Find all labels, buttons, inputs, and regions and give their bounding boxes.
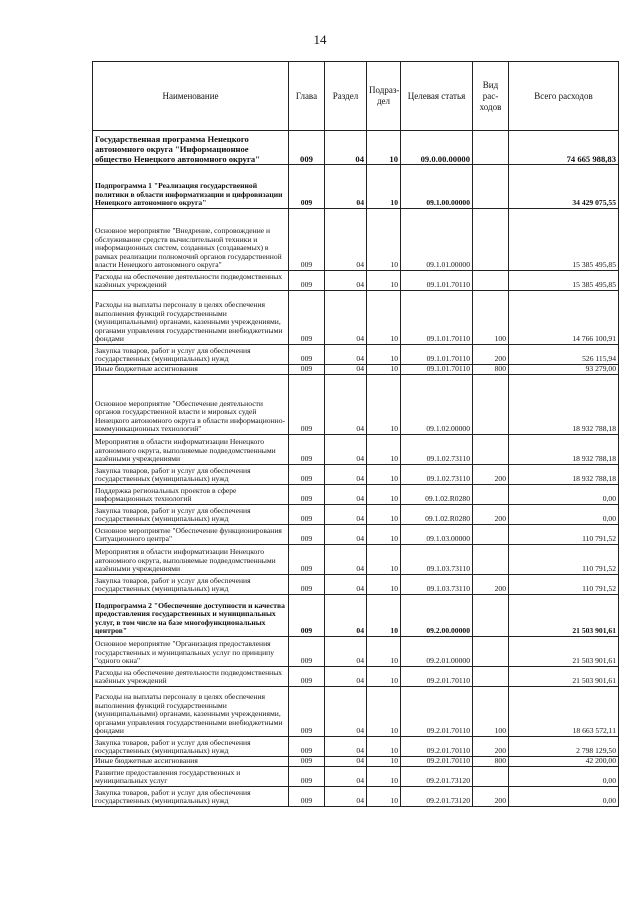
cell-statya: 09.1.03.73110 [401, 545, 473, 575]
table-row [93, 787, 619, 807]
table-row [93, 687, 619, 737]
cell-razdel: 04 [325, 595, 367, 637]
cell-glava: 009 [289, 485, 325, 505]
cell-razdel: 04 [325, 375, 367, 435]
cell-name: Расходы на обеспечение деятельности подведомственных казённых учреждений [93, 667, 289, 687]
cell-glava: 009 [289, 365, 325, 375]
cell-vid [473, 209, 509, 271]
cell-total: 2 798 129,50 [509, 737, 619, 757]
cell-total: 18 932 788,18 [509, 465, 619, 485]
cell-glava: 009 [289, 545, 325, 575]
cell-name: Основное мероприятие "Обеспечение функционирования Ситуационного центра" [93, 525, 289, 545]
cell-vid [473, 545, 509, 575]
cell-podrazdel: 10 [367, 345, 401, 365]
cell-name: Мероприятия в области информатизации Ненецкого автономного округа, выполняемые подведомственными казёнными учреждениями [93, 545, 289, 575]
cell-statya: 09.2.01.70110 [401, 687, 473, 737]
cell-name: Основное мероприятие "Организация предоставления государственных и муниципальных услуг по принципу "одного окна" [93, 637, 289, 667]
cell-vid [473, 131, 509, 165]
cell-statya: 09.1.02.00000 [401, 375, 473, 435]
cell-vid: 100 [473, 687, 509, 737]
cell-name: Закупка товаров, работ и услуг для обеспечения государственных (муниципальных) нужд [93, 505, 289, 525]
header-glava: Глава [289, 62, 325, 131]
cell-razdel: 04 [325, 767, 367, 787]
cell-podrazdel: 10 [367, 271, 401, 291]
cell-razdel: 04 [325, 209, 367, 271]
cell-total: 0,00 [509, 505, 619, 525]
cell-podrazdel: 10 [367, 575, 401, 595]
cell-glava: 009 [289, 345, 325, 365]
cell-statya: 09.2.01.70110 [401, 737, 473, 757]
budget-table [92, 61, 619, 807]
cell-statya: 09.1.02.R0280 [401, 505, 473, 525]
cell-razdel: 04 [325, 291, 367, 345]
cell-total: 34 429 075,55 [509, 165, 619, 209]
cell-name: Поддержка региональных проектов в сфере информационных технологий [93, 485, 289, 505]
cell-podrazdel: 10 [367, 505, 401, 525]
cell-podrazdel: 10 [367, 435, 401, 465]
table-row [93, 485, 619, 505]
cell-razdel: 04 [325, 345, 367, 365]
cell-razdel: 04 [325, 757, 367, 767]
cell-name: Мероприятия в области информатизации Ненецкого автономного округа, выполняемые подведомственными казёнными учреждениями [93, 435, 289, 465]
cell-podrazdel: 10 [367, 757, 401, 767]
table-row [93, 767, 619, 787]
cell-glava: 009 [289, 595, 325, 637]
cell-podrazdel: 10 [367, 767, 401, 787]
cell-glava: 009 [289, 787, 325, 807]
cell-name: Иные бюджетные ассигнования [93, 365, 289, 375]
cell-statya: 09.1.03.00000 [401, 525, 473, 545]
cell-razdel: 04 [325, 465, 367, 485]
cell-podrazdel: 10 [367, 737, 401, 757]
cell-name: Закупка товаров, работ и услуг для обеспечения государственных (муниципальных) нужд [93, 737, 289, 757]
cell-statya: 09.2.01.73120 [401, 787, 473, 807]
cell-total: 15 385 495,85 [509, 271, 619, 291]
cell-total: 526 115,94 [509, 345, 619, 365]
cell-name: Государственная программа Ненецкого автономного округа "Информационное общество Ненецкого автономного округа" [93, 131, 289, 165]
cell-razdel: 04 [325, 575, 367, 595]
cell-total: 74 665 988,83 [509, 131, 619, 165]
cell-podrazdel: 10 [367, 667, 401, 687]
cell-razdel: 04 [325, 131, 367, 165]
cell-total: 0,00 [509, 767, 619, 787]
cell-total: 93 279,00 [509, 365, 619, 375]
cell-razdel: 04 [325, 485, 367, 505]
table-row [93, 505, 619, 525]
header-vid: Вид рас-ходов [473, 62, 509, 131]
cell-vid: 800 [473, 757, 509, 767]
cell-statya: 09.2.00.00000 [401, 595, 473, 637]
cell-total: 15 385 495,85 [509, 209, 619, 271]
cell-glava: 009 [289, 465, 325, 485]
cell-razdel: 04 [325, 525, 367, 545]
cell-vid [473, 525, 509, 545]
cell-razdel: 04 [325, 545, 367, 575]
cell-glava: 009 [289, 687, 325, 737]
cell-podrazdel: 10 [367, 595, 401, 637]
table-row [93, 375, 619, 435]
cell-podrazdel: 10 [367, 525, 401, 545]
cell-razdel: 04 [325, 505, 367, 525]
cell-glava: 009 [289, 505, 325, 525]
cell-glava: 009 [289, 165, 325, 209]
cell-razdel: 04 [325, 687, 367, 737]
table-row [93, 595, 619, 637]
cell-glava: 009 [289, 209, 325, 271]
header-statya: Целевая статья [401, 62, 473, 131]
table-row [93, 345, 619, 365]
cell-vid: 800 [473, 365, 509, 375]
cell-name: Подпрограмма 2 "Обеспечение доступности и качества предоставления государственных и муниципальных услуг, в том числе на базе многофункциональных центров" [93, 595, 289, 637]
page-number: 14 [313, 32, 327, 47]
cell-name: Закупка товаров, работ и услуг для обеспечения государственных (муниципальных) нужд [93, 787, 289, 807]
cell-vid: 200 [473, 505, 509, 525]
table-row [93, 131, 619, 165]
cell-total: 21 503 901,61 [509, 595, 619, 637]
table-row [93, 667, 619, 687]
header-total: Всего расходов [509, 62, 619, 131]
cell-statya: 09.1.01.70110 [401, 271, 473, 291]
cell-podrazdel: 10 [367, 165, 401, 209]
cell-total: 0,00 [509, 485, 619, 505]
cell-razdel: 04 [325, 637, 367, 667]
table-row [93, 525, 619, 545]
cell-name: Основное мероприятие "Обеспечение деятельности органов государственной власти и мировых судей Ненецкого автономного округа в области информационно-коммуникационных технологий" [93, 375, 289, 435]
cell-vid: 200 [473, 465, 509, 485]
cell-glava: 009 [289, 435, 325, 465]
cell-podrazdel: 10 [367, 209, 401, 271]
cell-razdel: 04 [325, 667, 367, 687]
cell-glava: 009 [289, 757, 325, 767]
cell-name: Расходы на обеспечение деятельности подведомственных казённых учреждений [93, 271, 289, 291]
cell-total: 18 932 788,18 [509, 375, 619, 435]
cell-total: 18 932 788,18 [509, 435, 619, 465]
cell-statya: 09.2.01.70110 [401, 667, 473, 687]
cell-total: 21 503 901,61 [509, 637, 619, 667]
table-row [93, 365, 619, 375]
cell-glava: 009 [289, 131, 325, 165]
cell-vid: 200 [473, 345, 509, 365]
table-row [93, 165, 619, 209]
cell-glava: 009 [289, 525, 325, 545]
cell-razdel: 04 [325, 787, 367, 807]
cell-statya: 09.1.01.70110 [401, 291, 473, 345]
cell-total: 42 200,00 [509, 757, 619, 767]
header-name: Наименование [93, 62, 289, 131]
cell-podrazdel: 10 [367, 131, 401, 165]
cell-vid [473, 485, 509, 505]
cell-vid [473, 637, 509, 667]
cell-total: 18 663 572,11 [509, 687, 619, 737]
cell-podrazdel: 10 [367, 485, 401, 505]
cell-statya: 09.1.00.00000 [401, 165, 473, 209]
cell-name: Закупка товаров, работ и услуг для обеспечения государственных (муниципальных) нужд [93, 575, 289, 595]
cell-podrazdel: 10 [367, 545, 401, 575]
cell-glava: 009 [289, 375, 325, 435]
table-row [93, 209, 619, 271]
cell-vid [473, 595, 509, 637]
cell-vid [473, 375, 509, 435]
cell-name: Подпрограмма 1 "Реализация государственной политики в области информатизации и цифровизации Ненецкого автономного округа" [93, 165, 289, 209]
cell-total: 14 766 100,91 [509, 291, 619, 345]
cell-podrazdel: 10 [367, 291, 401, 345]
cell-name: Закупка товаров, работ и услуг для обеспечения государственных (муниципальных) нужд [93, 345, 289, 365]
table-row [93, 435, 619, 465]
cell-vid: 200 [473, 737, 509, 757]
cell-vid [473, 165, 509, 209]
cell-statya: 09.2.01.73120 [401, 767, 473, 787]
table-row [93, 291, 619, 345]
cell-razdel: 04 [325, 737, 367, 757]
cell-podrazdel: 10 [367, 375, 401, 435]
table-row [93, 545, 619, 575]
cell-glava: 009 [289, 667, 325, 687]
cell-razdel: 04 [325, 165, 367, 209]
cell-total: 110 791,52 [509, 545, 619, 575]
cell-total: 0,00 [509, 787, 619, 807]
cell-vid: 200 [473, 787, 509, 807]
table-row [93, 575, 619, 595]
cell-glava: 009 [289, 767, 325, 787]
cell-vid: 100 [473, 291, 509, 345]
cell-vid: 200 [473, 575, 509, 595]
table-row [93, 465, 619, 485]
cell-glava: 009 [289, 291, 325, 345]
cell-statya: 09.2.01.00000 [401, 637, 473, 667]
cell-podrazdel: 10 [367, 465, 401, 485]
header-razdel: Раздел [325, 62, 367, 131]
cell-razdel: 04 [325, 435, 367, 465]
cell-podrazdel: 10 [367, 787, 401, 807]
cell-statya: 09.1.02.73110 [401, 465, 473, 485]
cell-statya: 09.1.02.73110 [401, 435, 473, 465]
cell-glava: 009 [289, 637, 325, 667]
cell-vid [473, 435, 509, 465]
cell-total: 110 791,52 [509, 575, 619, 595]
cell-name: Закупка товаров, работ и услуг для обеспечения государственных (муниципальных) нужд [93, 465, 289, 485]
table-body [93, 131, 619, 807]
cell-name: Основное мероприятие "Внедрение, сопровождение и обслуживание средств вычислительной техники и информационных систем, созданных (создаваемых) в рамках реализации полномочий органов государственной власти Ненецкого автономного округа" [93, 209, 289, 271]
cell-podrazdel: 10 [367, 637, 401, 667]
table-row [93, 637, 619, 667]
cell-razdel: 04 [325, 271, 367, 291]
cell-statya: 09.1.01.70110 [401, 365, 473, 375]
cell-razdel: 04 [325, 365, 367, 375]
cell-statya: 09.0.00.00000 [401, 131, 473, 165]
cell-statya: 09.1.01.00000 [401, 209, 473, 271]
cell-name: Иные бюджетные ассигнования [93, 757, 289, 767]
cell-glava: 009 [289, 575, 325, 595]
table-header-row [93, 62, 619, 131]
cell-vid [473, 667, 509, 687]
cell-statya: 09.2.01.70110 [401, 757, 473, 767]
cell-total: 21 503 901,61 [509, 667, 619, 687]
header-podrazdel: Подраз-дел [367, 62, 401, 131]
cell-statya: 09.1.02.R0280 [401, 485, 473, 505]
cell-podrazdel: 10 [367, 687, 401, 737]
cell-glava: 009 [289, 271, 325, 291]
table-row [93, 271, 619, 291]
cell-name: Расходы на выплаты персоналу в целях обеспечения выполнения функций государственными (муниципальными) органами, казенными учреждениями, органами управления государственными внебюджетными фондами [93, 687, 289, 737]
cell-statya: 09.1.03.73110 [401, 575, 473, 595]
cell-name: Развитие предоставления государственных и муниципальных услуг [93, 767, 289, 787]
cell-total: 110 791,52 [509, 525, 619, 545]
cell-podrazdel: 10 [367, 365, 401, 375]
cell-glava: 009 [289, 737, 325, 757]
table-row [93, 737, 619, 757]
cell-vid [473, 767, 509, 787]
cell-statya: 09.1.01.70110 [401, 345, 473, 365]
cell-name: Расходы на выплаты персоналу в целях обеспечения выполнения функций государственными (муниципальными) органами, казенными учреждениями, органами управления государственными внебюджетными фондами [93, 291, 289, 345]
table-row [93, 757, 619, 767]
cell-vid [473, 271, 509, 291]
